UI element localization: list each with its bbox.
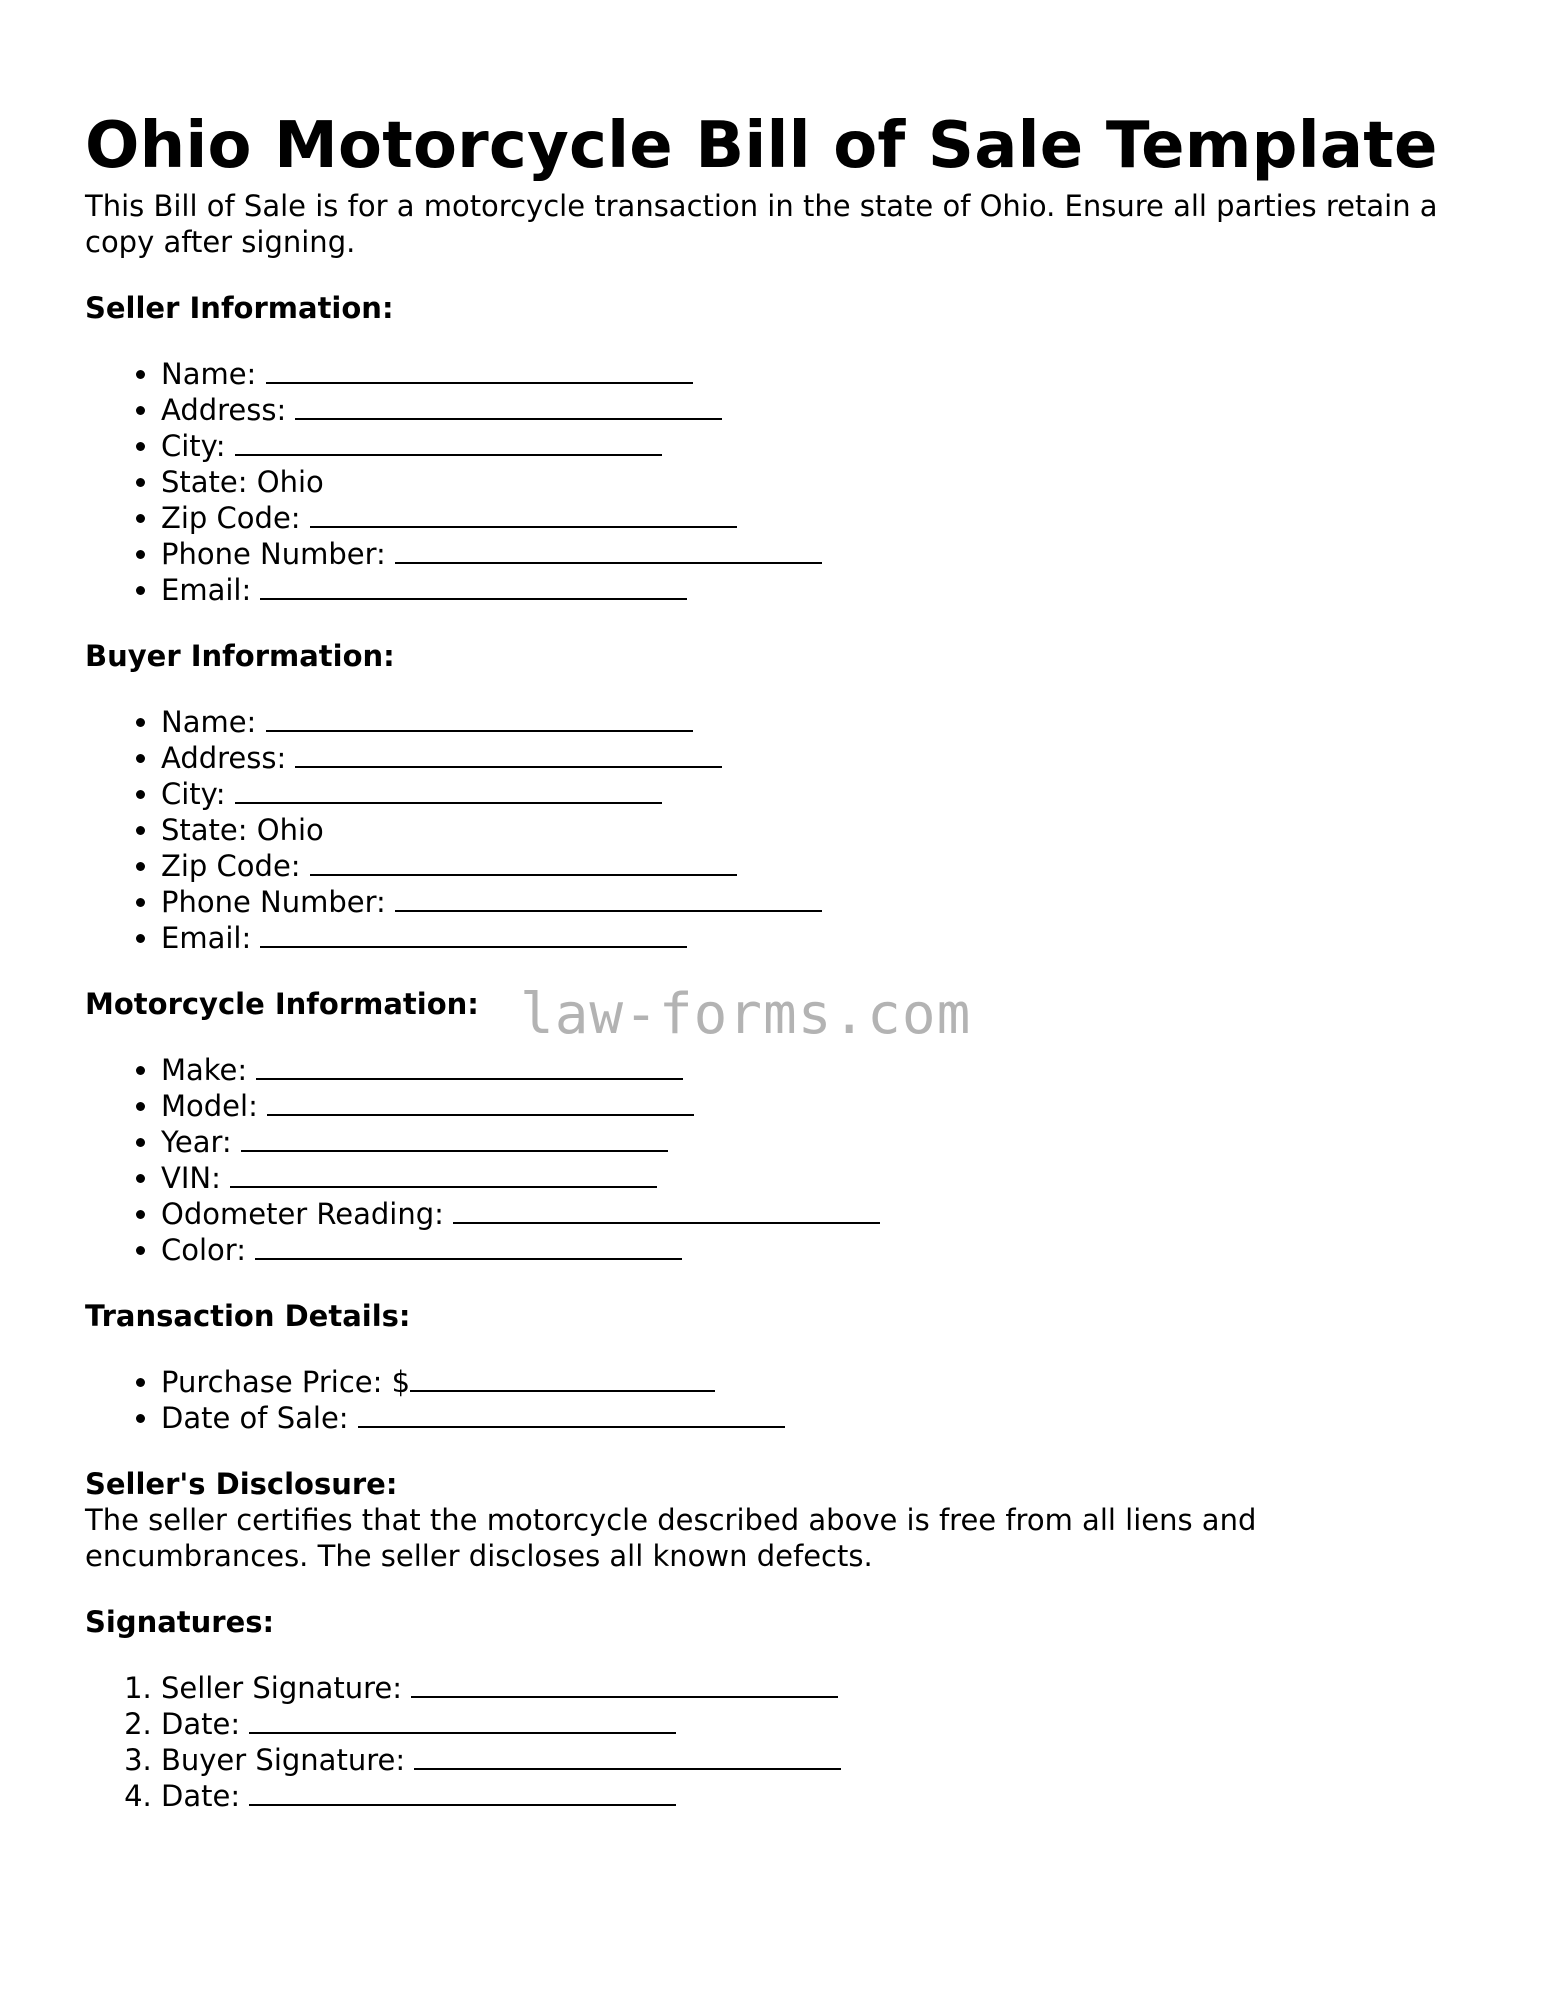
seller-email-field: • Email: bbox=[161, 572, 1465, 608]
signatures-heading: Signatures: bbox=[85, 1605, 275, 1639]
motorcycle-fields bbox=[85, 1052, 1465, 1268]
seller-city-blank[interactable] bbox=[235, 430, 662, 456]
transaction-fields bbox=[85, 1364, 1465, 1436]
seller-email-blank[interactable] bbox=[260, 574, 687, 600]
buyer-zip-field: • Zip Code: bbox=[161, 848, 1465, 884]
page-title: Ohio Motorcycle Bill of Sale Template bbox=[85, 109, 1438, 183]
buyer-address-field: • Address: bbox=[161, 740, 1465, 776]
buyer-city-blank[interactable] bbox=[235, 778, 662, 804]
seller-zip-blank[interactable] bbox=[310, 502, 737, 528]
motorcycle-year-blank[interactable] bbox=[241, 1126, 668, 1152]
seller-phone-field: • Phone Number: bbox=[161, 536, 1465, 572]
motorcycle-vin-blank[interactable] bbox=[230, 1162, 657, 1188]
motorcycle-vin-field: • VIN: bbox=[161, 1160, 1465, 1196]
seller-address-field: • Address: bbox=[161, 392, 1465, 428]
motorcycle-make-field: • Make: bbox=[161, 1052, 1465, 1088]
buyer-zip-blank[interactable] bbox=[310, 850, 737, 876]
buyer-email-field: • Email: bbox=[161, 920, 1465, 956]
motorcycle-odometer-blank[interactable] bbox=[453, 1198, 880, 1224]
motorcycle-model-blank[interactable] bbox=[267, 1090, 694, 1116]
disclosure-heading: Seller's Disclosure: bbox=[85, 1467, 398, 1501]
buyer-signature-blank[interactable] bbox=[414, 1744, 841, 1770]
motorcycle-year-field: • Year: bbox=[161, 1124, 1465, 1160]
seller-zip-field: • Zip Code: bbox=[161, 500, 1465, 536]
intro-paragraph: This Bill of Sale is for a motorcycle transaction in the state of Ohio. Ensure all parties retain a copy after signing. bbox=[85, 189, 1438, 259]
seller-name-blank[interactable] bbox=[266, 358, 693, 384]
signature-fields bbox=[85, 1670, 1465, 1814]
buyer-phone-blank[interactable] bbox=[395, 886, 822, 912]
motorcycle-make-blank[interactable] bbox=[256, 1054, 683, 1080]
seller-name-field: • Name: bbox=[161, 356, 1465, 392]
purchase-price-blank[interactable] bbox=[410, 1366, 715, 1392]
buyer-date-blank[interactable] bbox=[249, 1780, 676, 1806]
motorcycle-odometer-field: • Odometer Reading: bbox=[161, 1196, 1465, 1232]
buyer-heading: Buyer Information: bbox=[85, 639, 395, 673]
seller-state-field: • State: Ohio bbox=[161, 464, 1465, 500]
seller-date-blank[interactable] bbox=[249, 1708, 676, 1734]
buyer-phone-field: • Phone Number: bbox=[161, 884, 1465, 920]
document-page bbox=[85, 104, 1465, 1814]
date-of-sale-field: • Date of Sale: bbox=[161, 1400, 1465, 1436]
date-of-sale-blank[interactable] bbox=[358, 1402, 785, 1428]
disclosure-paragraph: The seller certifies that the motorcycle described above is free from all liens and encumbrances. The seller discloses all known defects. bbox=[85, 1503, 1257, 1573]
seller-signature-blank[interactable] bbox=[411, 1672, 838, 1698]
buyer-address-blank[interactable] bbox=[295, 742, 722, 768]
motorcycle-model-field: • Model: bbox=[161, 1088, 1465, 1124]
seller-signature-field: 1. Seller Signature: bbox=[161, 1670, 1465, 1706]
motorcycle-color-field: • Color: bbox=[161, 1232, 1465, 1268]
seller-date-field: 2. Date: bbox=[161, 1706, 1465, 1742]
seller-address-blank[interactable] bbox=[295, 394, 722, 420]
buyer-email-blank[interactable] bbox=[260, 922, 687, 948]
buyer-signature-field: 3. Buyer Signature: bbox=[161, 1742, 1465, 1778]
seller-city-field: • City: bbox=[161, 428, 1465, 464]
buyer-fields bbox=[85, 704, 1465, 956]
seller-heading: Seller Information: bbox=[85, 291, 394, 325]
buyer-state-field: • State: Ohio bbox=[161, 812, 1465, 848]
buyer-name-blank[interactable] bbox=[266, 706, 693, 732]
buyer-city-field: • City: bbox=[161, 776, 1465, 812]
transaction-heading: Transaction Details: bbox=[85, 1299, 411, 1333]
motorcycle-color-blank[interactable] bbox=[255, 1234, 682, 1260]
seller-phone-blank[interactable] bbox=[395, 538, 822, 564]
watermark: law-forms.com bbox=[520, 982, 972, 1047]
purchase-price-field: • Purchase Price: $ bbox=[161, 1364, 1465, 1400]
buyer-name-field: • Name: bbox=[161, 704, 1465, 740]
motorcycle-heading: Motorcycle Information: bbox=[85, 987, 479, 1021]
seller-fields bbox=[85, 356, 1465, 608]
buyer-date-field: 4. Date: bbox=[161, 1778, 1465, 1814]
